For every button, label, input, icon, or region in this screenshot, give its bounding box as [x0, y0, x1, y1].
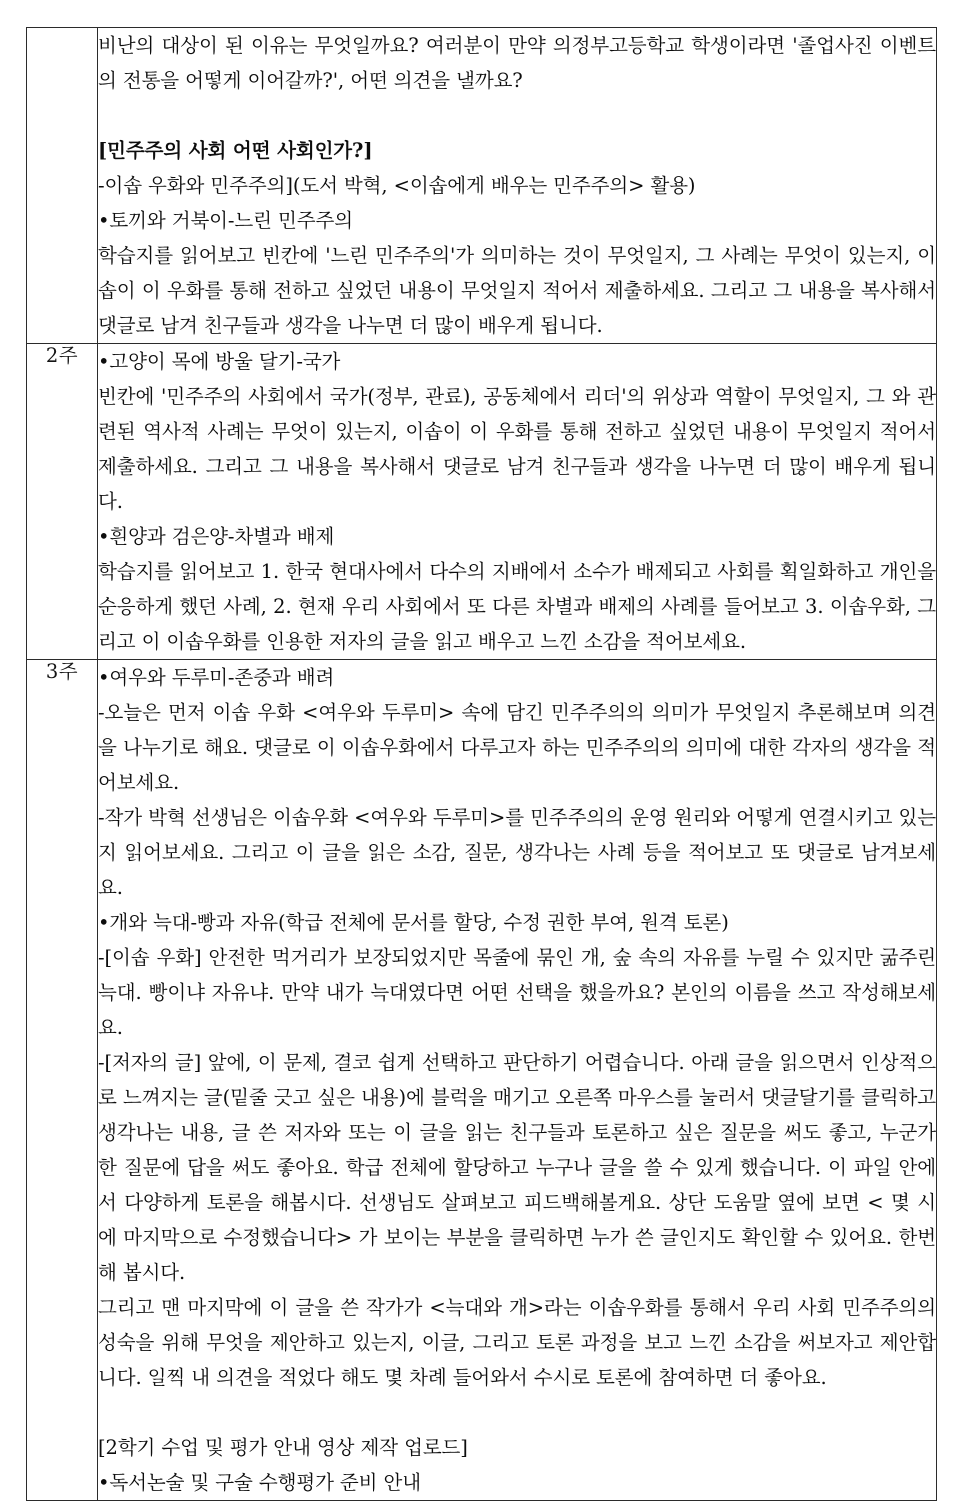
- paragraph: 학습지를 읽어보고 빈칸에 '느린 민주주의'가 의미하는 것이 무엇일지, 그 사례는 무엇이 있는지, 이솝이 이 우화를 통해 전하고 싶었던 내용이 무엇일지 적어서 제출하세요. 그리고 그 내용을 복사해서 댓글로 남겨 친구들과 생각을 나누면 더 많이 배우게 됩니다.: [98, 244, 936, 337]
- table-body: [27, 28, 937, 1501]
- paragraph: 빈칸에 '민주주의 사회에서 국가(정부, 관료), 공동체에서 리더'의 위상과 역할이 무엇일지, 그 와 관련된 역사적 사례는 무엇이 있는지, 이솝이 이 우화를 통해 전하고 싶었던 내용이 무엇일지 적어서 제출하세요. 그리고 그 내용을 복사해서 댓글로 남겨 친구들과 생각을 나누면 더 많이 배우게 됩니다.: [98, 385, 936, 513]
- source-note: -이솝 우화와 민주주의](도서 박혁, <이솝에게 배우는 민주주의> 활용): [98, 174, 696, 197]
- paragraph: -오늘은 먼저 이솝 우화 <여우와 두루미> 속에 담긴 민주주의의 의미가 무엇일지 추론해보며 의견을 나누기로 해요. 댓글로 이 이솝우화에서 다루고자 하는 민주주의의 의미에 대한 각자의 생각을 적어보세요.: [98, 701, 936, 794]
- paragraph: -작가 박혁 선생님은 이솝우화 <여우와 두루미>를 민주주의의 운영 원리와 어떻게 연결시키고 있는지 읽어보세요. 그리고 이 글을 읽은 소감, 질문, 생각나는 사례 등을 적어보고 또 댓글로 남겨보세요.: [98, 806, 936, 899]
- week-label: 2주: [45, 344, 79, 367]
- section-heading: [2학기 수업 및 평가 안내 영상 제작 업로드]: [98, 1436, 468, 1459]
- blank-line: [98, 1395, 936, 1430]
- table-row: [27, 28, 937, 344]
- content-cell: [98, 28, 937, 344]
- week-cell: [27, 28, 98, 344]
- bullet-item: •개와 늑대-빵과 자유(학급 전체에 문서를 할당, 수정 권한 부여, 원격 토론): [98, 911, 729, 934]
- content-cell: [98, 344, 937, 660]
- week-cell: [27, 344, 98, 660]
- paragraph: -[이솝 우화] 안전한 먹거리가 보장되었지만 목줄에 묶인 개, 숲 속의 자유를 누릴 수 있지만 굶주린 늑대. 빵이냐 자유냐. 만약 내가 늑대였다면 어떤 선택을 했을까요? 본인의 이름을 쓰고 작성해보세요.: [98, 946, 936, 1039]
- paragraph: -[저자의 글] 앞에, 이 문제, 결코 쉽게 선택하고 판단하기 어렵습니다. 아래 글을 읽으면서 인상적으로 느껴지는 글(밑줄 긋고 싶은 내용)에 블럭을 매기고 오른쪽 마우스를 눌러서 댓글달기를 클릭하고 생각나는 내용, 글 쓴 저자와 또는 이 글을 읽는 친구들과 토론하고 싶은 질문을 써도 좋고, 누군가 한 질문에 답을 써도 좋아요. 학급 전체에 할당하고 누구나 글을 쓸 수 있게 했습니다. 이 파일 안에서 다양하게 토론을 해봅시다. 선생님도 살펴보고 피드백해볼게요. 상단 도움말 옆에 보면 < 몇 시에 마지막으로 수정했습니다> 가 보이는 부분을 클릭하면 누가 쓴 글인지도 확인할 수 있어요. 한번 해 봅시다.: [98, 1051, 936, 1284]
- bullet-item: •여우와 두루미-존중과 배려: [98, 666, 335, 689]
- bullet-item: •흰양과 검은양-차별과 배제: [98, 525, 335, 548]
- bullet-item: •고양이 목에 방울 달기-국가: [98, 350, 341, 373]
- blank-line: [98, 98, 936, 133]
- bullet-item: •독서논술 및 구술 수행평가 준비 안내: [98, 1471, 421, 1494]
- paragraph: 비난의 대상이 된 이유는 무엇일까요? 여러분이 만약 의정부고등학교 학생이라면 '졸업사진 이벤트의 전통을 어떻게 이어갈까?', 어떤 의견을 낼까요?: [98, 34, 936, 92]
- table-row: [27, 344, 937, 660]
- content-cell: [98, 660, 937, 1501]
- week-label: 3주: [45, 660, 79, 683]
- curriculum-table: [26, 27, 937, 1501]
- section-heading: [민주주의 사회 어떤 사회인가?]: [98, 139, 373, 162]
- paragraph: 학습지를 읽어보고 1. 한국 현대사에서 다수의 지배에서 소수가 배제되고 사회를 획일화하고 개인을 순응하게 했던 사례, 2. 현재 우리 사회에서 또 다른 차별과 배제의 사례를 들어보고 3. 이솝우화, 그리고 이 이솝우화를 인용한 저자의 글을 읽고 배우고 느낀 소감을 적어보세요.: [98, 560, 936, 653]
- bullet-item: •토끼와 거북이-느린 민주주의: [98, 209, 353, 232]
- paragraph: 그리고 맨 마지막에 이 글을 쓴 작가가 <늑대와 개>라는 이솝우화를 통해서 우리 사회 민주주의의 성숙을 위해 무엇을 제안하고 있는지, 이글, 그리고 토론 과정을 보고 느낀 소감을 써보자고 제안합니다. 일찍 내 의견을 적었다 해도 몇 차례 들어와서 수시로 토론에 참여하면 더 좋아요.: [98, 1296, 936, 1389]
- table-row: [27, 660, 937, 1501]
- week-cell: [27, 660, 98, 1501]
